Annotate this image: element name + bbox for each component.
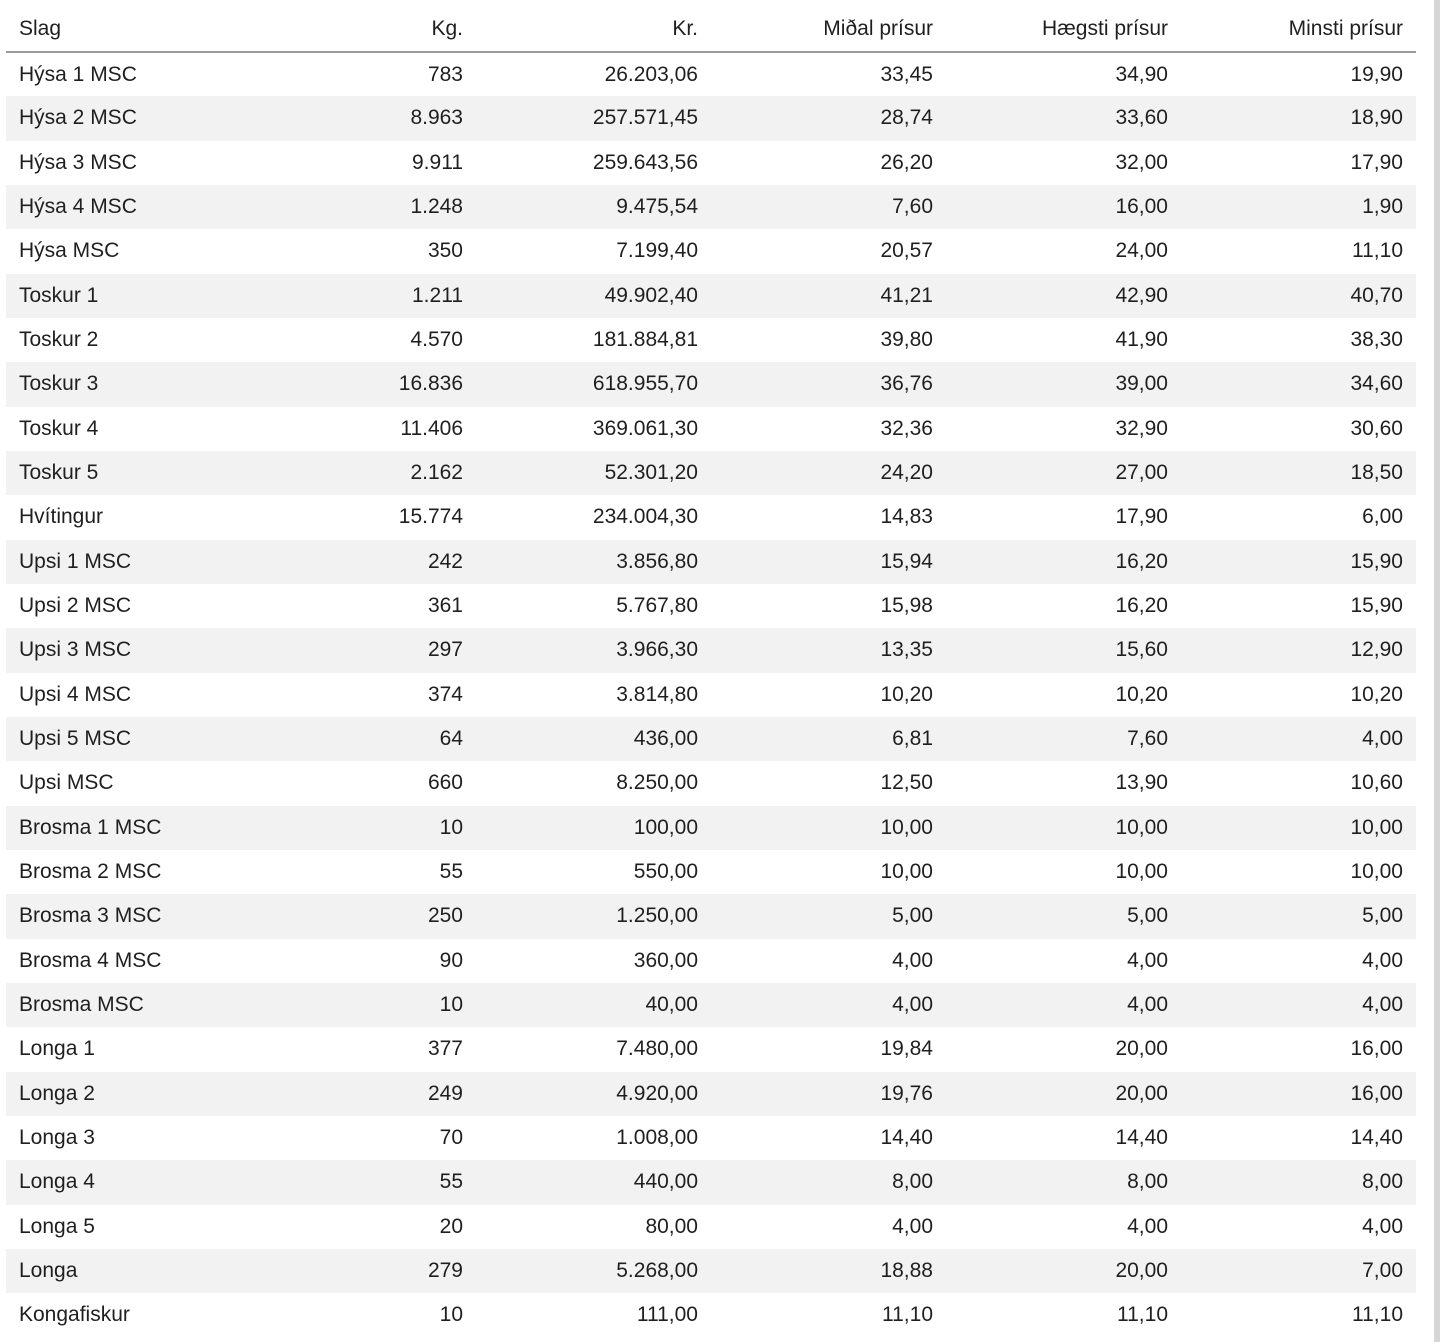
cell-max-price: 16,20 — [1115, 594, 1168, 618]
table-row — [6, 584, 1416, 628]
cell-slag: Longa 4 — [19, 1170, 95, 1194]
cell-max-price: 8,00 — [1127, 1170, 1168, 1194]
table-row — [6, 628, 1416, 672]
table-row — [6, 318, 1416, 362]
cell-min-price: 12,90 — [1350, 638, 1403, 662]
cell-kr: 1.250,00 — [616, 904, 698, 928]
cell-kg: 361 — [427, 594, 463, 618]
cell-kg: 11.406 — [400, 416, 463, 440]
cell-kr: 7.199,40 — [616, 239, 698, 263]
cell-max-price: 20,00 — [1115, 1081, 1168, 1105]
header-kr[interactable]: Kr. — [476, 6, 711, 52]
cell-max-price: 32,00 — [1115, 150, 1168, 174]
cell-kg: 1.211 — [412, 283, 463, 307]
cell-slag: Brosma 3 MSC — [19, 904, 162, 928]
cell-kr: 80,00 — [645, 1214, 698, 1238]
cell-kg: 90 — [439, 948, 463, 972]
cell-min-price: 30,60 — [1350, 416, 1403, 440]
cell-min-price: 6,00 — [1362, 505, 1403, 529]
cell-max-price: 42,90 — [1115, 283, 1168, 307]
cell-max-price: 14,40 — [1115, 1126, 1168, 1150]
cell-min-price: 10,20 — [1350, 682, 1403, 706]
cell-avg-price: 14,83 — [880, 505, 933, 529]
cell-kg: 8.963 — [410, 106, 463, 130]
cell-slag: Toskur 5 — [19, 461, 99, 485]
cell-kg: 242 — [427, 549, 463, 573]
table-row — [6, 894, 1416, 938]
cell-min-price: 19,90 — [1350, 62, 1403, 86]
cell-kr: 5.268,00 — [616, 1259, 698, 1283]
cell-max-price: 17,90 — [1115, 505, 1168, 529]
cell-slag: Brosma 1 MSC — [19, 815, 162, 839]
cell-kg: 249 — [427, 1081, 463, 1105]
cell-avg-price: 14,40 — [880, 1126, 933, 1150]
cell-kr: 1.008,00 — [616, 1126, 698, 1150]
table-row — [6, 229, 1416, 273]
cell-min-price: 15,90 — [1350, 594, 1403, 618]
table-row — [6, 274, 1416, 318]
cell-kg: 374 — [427, 682, 463, 706]
cell-min-price: 7,00 — [1362, 1259, 1403, 1283]
cell-avg-price: 15,98 — [880, 594, 933, 618]
cell-slag: Hýsa 2 MSC — [19, 106, 137, 130]
cell-max-price: 39,00 — [1115, 372, 1168, 396]
cell-min-price: 10,00 — [1350, 815, 1403, 839]
table-row — [6, 495, 1416, 539]
cell-kr: 111,00 — [636, 1303, 698, 1327]
cell-avg-price: 39,80 — [880, 328, 933, 352]
cell-avg-price: 13,35 — [880, 638, 933, 662]
cell-slag: Hýsa MSC — [19, 239, 120, 263]
cell-min-price: 17,90 — [1350, 150, 1403, 174]
header-avg-price[interactable]: Miðal prísur — [711, 6, 946, 52]
cell-kg: 10 — [439, 815, 463, 839]
table-row — [6, 1205, 1416, 1249]
cell-kg: 350 — [427, 239, 463, 263]
scrollbar-track[interactable] — [1434, 0, 1440, 1342]
cell-kr: 618.955,70 — [592, 372, 698, 396]
cell-kr: 5.767,80 — [616, 594, 698, 618]
cell-max-price: 20,00 — [1115, 1037, 1168, 1061]
cell-avg-price: 28,74 — [880, 106, 933, 130]
cell-slag: Hvítingur — [19, 505, 104, 529]
cell-min-price: 10,00 — [1350, 860, 1403, 884]
cell-slag: Longa — [19, 1259, 78, 1283]
cell-kg: 250 — [427, 904, 463, 928]
cell-slag: Toskur 1 — [19, 283, 99, 307]
cell-slag: Hýsa 4 MSC — [19, 195, 137, 219]
cell-max-price: 4,00 — [1127, 993, 1168, 1017]
cell-kr: 360,00 — [633, 948, 698, 972]
cell-avg-price: 20,57 — [880, 239, 933, 263]
cell-avg-price: 15,94 — [880, 549, 933, 573]
cell-kr: 4.920,00 — [616, 1081, 698, 1105]
cell-min-price: 38,30 — [1350, 328, 1403, 352]
cell-avg-price: 26,20 — [880, 150, 933, 174]
table-row — [6, 1072, 1416, 1116]
table-row — [6, 407, 1416, 451]
cell-avg-price: 5,00 — [892, 904, 933, 928]
table-row — [6, 362, 1416, 406]
table-row — [6, 96, 1416, 140]
table-row — [6, 717, 1416, 761]
cell-avg-price: 4,00 — [892, 948, 933, 972]
header-kg[interactable]: Kg. — [196, 6, 476, 52]
cell-min-price: 15,90 — [1350, 549, 1403, 573]
cell-kg: 10 — [439, 993, 463, 1017]
cell-slag: Upsi MSC — [19, 771, 114, 795]
table-row — [6, 52, 1416, 96]
cell-kr: 181.884,81 — [592, 328, 698, 352]
cell-avg-price: 41,21 — [880, 283, 933, 307]
cell-max-price: 10,00 — [1115, 815, 1168, 839]
cell-kg: 64 — [439, 727, 463, 751]
cell-kg: 9.911 — [412, 150, 463, 174]
cell-avg-price: 19,76 — [880, 1081, 933, 1105]
cell-avg-price: 32,36 — [880, 416, 933, 440]
cell-slag: Toskur 3 — [19, 372, 99, 396]
cell-avg-price: 12,50 — [880, 771, 933, 795]
cell-max-price: 27,00 — [1115, 461, 1168, 485]
cell-slag: Longa 1 — [19, 1037, 95, 1061]
cell-avg-price: 11,10 — [882, 1303, 933, 1327]
cell-max-price: 20,00 — [1115, 1259, 1168, 1283]
cell-max-price: 5,00 — [1127, 904, 1168, 928]
cell-kg: 297 — [427, 638, 463, 662]
header-max-price[interactable]: Hægsti prísur — [946, 6, 1181, 52]
cell-avg-price: 4,00 — [892, 993, 933, 1017]
cell-slag: Brosma 4 MSC — [19, 948, 162, 972]
cell-kr: 8.250,00 — [616, 771, 698, 795]
cell-min-price: 8,00 — [1362, 1170, 1403, 1194]
cell-avg-price: 4,00 — [892, 1214, 933, 1238]
cell-min-price: 5,00 — [1362, 904, 1403, 928]
cell-kg: 10 — [439, 1303, 463, 1327]
cell-kr: 257.571,45 — [592, 106, 698, 130]
table-row — [6, 983, 1416, 1027]
cell-max-price: 33,60 — [1115, 106, 1168, 130]
cell-slag: Longa 5 — [19, 1214, 95, 1238]
cell-kr: 40,00 — [645, 993, 698, 1017]
cell-max-price: 10,20 — [1115, 682, 1168, 706]
cell-slag: Longa 2 — [19, 1081, 95, 1105]
cell-slag: Hýsa 1 MSC — [19, 62, 137, 86]
cell-kr: 7.480,00 — [616, 1037, 698, 1061]
cell-max-price: 15,60 — [1115, 638, 1168, 662]
cell-slag: Toskur 2 — [19, 328, 99, 352]
cell-avg-price: 33,45 — [880, 62, 933, 86]
cell-kg: 1.248 — [410, 195, 463, 219]
cell-max-price: 32,90 — [1115, 416, 1168, 440]
cell-max-price: 41,90 — [1115, 328, 1168, 352]
table-header — [6, 6, 1416, 52]
cell-slag: Longa 3 — [19, 1126, 95, 1150]
table-row — [6, 141, 1416, 185]
cell-max-price: 10,00 — [1115, 860, 1168, 884]
table-row — [6, 185, 1416, 229]
cell-avg-price: 19,84 — [880, 1037, 933, 1061]
table-row — [6, 1160, 1416, 1204]
cell-max-price: 16,00 — [1115, 195, 1168, 219]
table-row — [6, 806, 1416, 850]
table-row — [6, 939, 1416, 983]
cell-kr: 3.814,80 — [616, 682, 698, 706]
cell-kr: 26.203,06 — [604, 62, 698, 86]
cell-max-price: 34,90 — [1115, 62, 1168, 86]
header-slag[interactable]: Slag — [6, 6, 196, 52]
cell-kr: 440,00 — [633, 1170, 698, 1194]
cell-min-price: 10,60 — [1350, 771, 1403, 795]
cell-slag: Upsi 1 MSC — [19, 549, 132, 573]
cell-kg: 20 — [439, 1214, 463, 1238]
cell-max-price: 11,10 — [1117, 1303, 1168, 1327]
cell-kg: 15.774 — [398, 505, 463, 529]
cell-max-price: 4,00 — [1127, 1214, 1168, 1238]
cell-kg: 279 — [427, 1259, 463, 1283]
cell-avg-price: 24,20 — [880, 461, 933, 485]
cell-min-price: 11,10 — [1352, 239, 1403, 263]
cell-kr: 550,00 — [633, 860, 698, 884]
price-table — [6, 6, 1416, 1338]
cell-kg: 4.570 — [410, 328, 463, 352]
table-body — [6, 52, 1416, 1338]
table-row — [6, 850, 1416, 894]
cell-max-price: 16,20 — [1115, 549, 1168, 573]
cell-avg-price: 18,88 — [880, 1259, 933, 1283]
cell-kg: 55 — [439, 1170, 463, 1194]
cell-kg: 16.836 — [398, 372, 463, 396]
cell-min-price: 11,10 — [1352, 1303, 1403, 1327]
cell-kr: 369.061,30 — [592, 416, 698, 440]
cell-kg: 2.162 — [410, 461, 463, 485]
cell-avg-price: 10,20 — [880, 682, 933, 706]
table-row — [6, 1027, 1416, 1071]
cell-kr: 3.856,80 — [616, 549, 698, 573]
cell-kr: 100,00 — [633, 815, 698, 839]
cell-slag: Upsi 5 MSC — [19, 727, 132, 751]
cell-slag: Upsi 4 MSC — [19, 682, 132, 706]
cell-max-price: 13,90 — [1115, 771, 1168, 795]
cell-kg: 55 — [439, 860, 463, 884]
cell-min-price: 16,00 — [1350, 1037, 1403, 1061]
cell-avg-price: 36,76 — [880, 372, 933, 396]
cell-avg-price: 8,00 — [892, 1170, 933, 1194]
cell-max-price: 24,00 — [1115, 239, 1168, 263]
cell-slag: Toskur 4 — [19, 416, 99, 440]
cell-min-price: 4,00 — [1362, 727, 1403, 751]
cell-slag: Upsi 3 MSC — [19, 638, 132, 662]
table-row — [6, 673, 1416, 717]
cell-avg-price: 10,00 — [880, 815, 933, 839]
cell-slag: Brosma 2 MSC — [19, 860, 162, 884]
cell-kg: 783 — [427, 62, 463, 86]
cell-min-price: 4,00 — [1362, 1214, 1403, 1238]
cell-kg: 377 — [427, 1037, 463, 1061]
cell-min-price: 40,70 — [1350, 283, 1403, 307]
cell-slag: Kongafiskur — [19, 1303, 130, 1327]
cell-min-price: 16,00 — [1350, 1081, 1403, 1105]
cell-kr: 52.301,20 — [604, 461, 698, 485]
cell-kr: 3.966,30 — [616, 638, 698, 662]
cell-kr: 259.643,56 — [592, 150, 698, 174]
cell-min-price: 4,00 — [1362, 948, 1403, 972]
cell-kr: 49.902,40 — [604, 283, 698, 307]
cell-min-price: 4,00 — [1362, 993, 1403, 1017]
cell-min-price: 18,90 — [1350, 106, 1403, 130]
cell-kr: 9.475,54 — [616, 195, 698, 219]
cell-max-price: 4,00 — [1127, 948, 1168, 972]
cell-min-price: 18,50 — [1350, 461, 1403, 485]
cell-avg-price: 10,00 — [880, 860, 933, 884]
cell-min-price: 34,60 — [1350, 372, 1403, 396]
cell-min-price: 14,40 — [1350, 1126, 1403, 1150]
table-row — [6, 1116, 1416, 1160]
table-row — [6, 540, 1416, 584]
cell-min-price: 1,90 — [1362, 195, 1403, 219]
cell-slag: Hýsa 3 MSC — [19, 150, 137, 174]
table-row — [6, 1293, 1416, 1337]
cell-max-price: 7,60 — [1127, 727, 1168, 751]
cell-kr: 436,00 — [633, 727, 698, 751]
cell-avg-price: 6,81 — [892, 727, 933, 751]
table-row — [6, 761, 1416, 805]
cell-kr: 234.004,30 — [592, 505, 698, 529]
table-row — [6, 451, 1416, 495]
cell-avg-price: 7,60 — [892, 195, 933, 219]
header-row — [6, 6, 1416, 52]
table-row — [6, 1249, 1416, 1293]
header-min-price[interactable]: Minsti prísur — [1181, 6, 1416, 52]
cell-slag: Brosma MSC — [19, 993, 144, 1017]
cell-slag: Upsi 2 MSC — [19, 594, 132, 618]
cell-kg: 70 — [439, 1126, 463, 1150]
cell-kg: 660 — [427, 771, 463, 795]
